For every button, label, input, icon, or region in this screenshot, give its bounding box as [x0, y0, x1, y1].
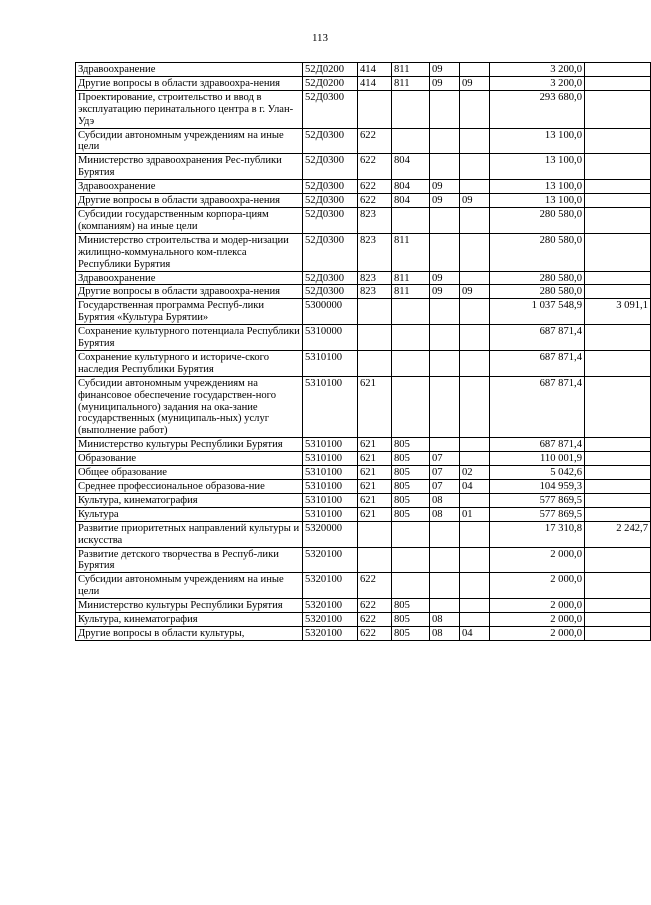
row-name-cell: Министерство культуры Республики Бурятия — [76, 438, 303, 452]
row-name-cell: Государственная программа Респуб-лики Бурятия «Культура Бурятии» — [76, 299, 303, 325]
section-cell — [430, 438, 460, 452]
amount-extra-cell — [585, 466, 651, 480]
page-number: 113 — [311, 32, 329, 44]
amount-extra-cell — [585, 507, 651, 521]
amount-cell: 13 100,0 — [490, 154, 585, 180]
expense-type-cell: 622 — [358, 194, 392, 208]
subsection-cell — [460, 180, 490, 194]
program-code-cell: 52Д0300 — [303, 128, 358, 154]
subsection-cell — [460, 438, 490, 452]
program-code-cell: 5310100 — [303, 438, 358, 452]
expense-type-cell: 622 — [358, 613, 392, 627]
amount-extra-cell — [585, 547, 651, 573]
table-row — [76, 90, 651, 128]
amount-extra-cell — [585, 599, 651, 613]
amount-cell: 17 310,8 — [490, 521, 585, 547]
ministry-code-cell: 805 — [392, 599, 430, 613]
amount-extra-cell — [585, 452, 651, 466]
amount-extra-cell — [585, 128, 651, 154]
ministry-code-cell — [392, 547, 430, 573]
amount-extra-cell — [585, 376, 651, 438]
row-name-cell: Здравоохранение — [76, 63, 303, 77]
amount-cell: 280 580,0 — [490, 285, 585, 299]
ministry-code-cell: 804 — [392, 154, 430, 180]
amount-extra-cell — [585, 90, 651, 128]
section-cell: 09 — [430, 285, 460, 299]
subsection-cell — [460, 63, 490, 77]
section-cell — [430, 207, 460, 233]
subsection-cell: 04 — [460, 626, 490, 640]
ministry-code-cell: 805 — [392, 466, 430, 480]
subsection-cell — [460, 207, 490, 233]
amount-cell: 687 871,4 — [490, 325, 585, 351]
table-row — [76, 154, 651, 180]
section-cell — [430, 233, 460, 271]
table-row — [76, 452, 651, 466]
amount-cell: 13 100,0 — [490, 194, 585, 208]
row-name-cell: Министерство культуры Республики Бурятия — [76, 599, 303, 613]
expense-type-cell: 823 — [358, 207, 392, 233]
table-row — [76, 194, 651, 208]
program-code-cell: 5310100 — [303, 350, 358, 376]
program-code-cell: 52Д0300 — [303, 233, 358, 271]
table-row — [76, 63, 651, 77]
ministry-code-cell: 811 — [392, 63, 430, 77]
expense-type-cell — [358, 90, 392, 128]
section-cell — [430, 521, 460, 547]
amount-cell: 104 959,3 — [490, 480, 585, 494]
section-cell: 09 — [430, 271, 460, 285]
amount-extra-cell — [585, 325, 651, 351]
amount-cell: 2 000,0 — [490, 599, 585, 613]
row-name-cell: Министерство строительства и модер-низации жилищно-коммунального ком-плекса Республики Бурятия — [76, 233, 303, 271]
section-cell — [430, 376, 460, 438]
section-cell — [430, 350, 460, 376]
ministry-code-cell: 811 — [392, 76, 430, 90]
expense-type-cell: 414 — [358, 63, 392, 77]
table-row — [76, 285, 651, 299]
row-name-cell: Другие вопросы в области культуры, — [76, 626, 303, 640]
amount-extra-cell — [585, 180, 651, 194]
amount-cell: 2 000,0 — [490, 626, 585, 640]
amount-extra-cell — [585, 493, 651, 507]
amount-extra-cell — [585, 271, 651, 285]
section-cell: 09 — [430, 63, 460, 77]
amount-cell: 3 200,0 — [490, 63, 585, 77]
ministry-code-cell: 805 — [392, 480, 430, 494]
ministry-code-cell: 805 — [392, 613, 430, 627]
subsection-cell — [460, 350, 490, 376]
row-name-cell: Другие вопросы в области здравоохра-нения — [76, 76, 303, 90]
ministry-code-cell — [392, 573, 430, 599]
amount-cell: 577 869,5 — [490, 493, 585, 507]
row-name-cell: Развитие детского творчества в Респуб-лики Бурятия — [76, 547, 303, 573]
subsection-cell — [460, 493, 490, 507]
table-row — [76, 480, 651, 494]
row-name-cell: Другие вопросы в области здравоохра-нения — [76, 285, 303, 299]
amount-cell: 293 680,0 — [490, 90, 585, 128]
section-cell: 08 — [430, 493, 460, 507]
ministry-code-cell: 811 — [392, 233, 430, 271]
expense-type-cell — [358, 325, 392, 351]
table-row — [76, 521, 651, 547]
section-cell — [430, 154, 460, 180]
expense-type-cell: 414 — [358, 76, 392, 90]
row-name-cell: Сохранение культурного потенциала Республики Бурятия — [76, 325, 303, 351]
subsection-cell — [460, 128, 490, 154]
row-name-cell: Образование — [76, 452, 303, 466]
amount-extra-cell — [585, 285, 651, 299]
amount-extra-cell — [585, 76, 651, 90]
expense-type-cell: 823 — [358, 233, 392, 271]
subsection-cell — [460, 325, 490, 351]
section-cell — [430, 299, 460, 325]
expense-type-cell: 622 — [358, 180, 392, 194]
row-name-cell: Здравоохранение — [76, 271, 303, 285]
ministry-code-cell: 805 — [392, 626, 430, 640]
program-code-cell: 5320100 — [303, 599, 358, 613]
program-code-cell: 52Д0200 — [303, 76, 358, 90]
ministry-code-cell — [392, 325, 430, 351]
subsection-cell: 09 — [460, 194, 490, 208]
ministry-code-cell: 805 — [392, 438, 430, 452]
expense-type-cell: 622 — [358, 573, 392, 599]
table-row — [76, 376, 651, 438]
expense-type-cell — [358, 299, 392, 325]
subsection-cell — [460, 521, 490, 547]
subsection-cell: 02 — [460, 466, 490, 480]
amount-cell: 13 100,0 — [490, 128, 585, 154]
program-code-cell: 5310100 — [303, 507, 358, 521]
subsection-cell — [460, 613, 490, 627]
row-name-cell: Субсидии автономным учреждениям на иные цели — [76, 128, 303, 154]
ministry-code-cell: 804 — [392, 180, 430, 194]
amount-extra-cell — [585, 480, 651, 494]
amount-extra-cell — [585, 194, 651, 208]
amount-extra-cell — [585, 63, 651, 77]
amount-extra-cell: 3 091,1 — [585, 299, 651, 325]
ministry-code-cell — [392, 299, 430, 325]
expense-type-cell — [358, 547, 392, 573]
row-name-cell: Культура — [76, 507, 303, 521]
subsection-cell — [460, 376, 490, 438]
program-code-cell: 52Д0300 — [303, 285, 358, 299]
ministry-code-cell: 805 — [392, 493, 430, 507]
amount-cell: 5 042,6 — [490, 466, 585, 480]
ministry-code-cell — [392, 207, 430, 233]
program-code-cell: 5310100 — [303, 466, 358, 480]
amount-cell: 13 100,0 — [490, 180, 585, 194]
ministry-code-cell — [392, 128, 430, 154]
expense-type-cell — [358, 521, 392, 547]
budget-table-body — [76, 63, 651, 641]
row-name-cell: Среднее профессиональное образова-ние — [76, 480, 303, 494]
expense-type-cell: 622 — [358, 626, 392, 640]
expense-type-cell: 823 — [358, 271, 392, 285]
expense-type-cell: 621 — [358, 480, 392, 494]
subsection-cell — [460, 299, 490, 325]
amount-cell: 110 001,9 — [490, 452, 585, 466]
section-cell: 09 — [430, 194, 460, 208]
program-code-cell: 5320100 — [303, 626, 358, 640]
expense-type-cell: 621 — [358, 376, 392, 438]
section-cell — [430, 128, 460, 154]
subsection-cell — [460, 154, 490, 180]
section-cell: 07 — [430, 480, 460, 494]
amount-cell: 687 871,4 — [490, 350, 585, 376]
table-row — [76, 128, 651, 154]
amount-cell: 577 869,5 — [490, 507, 585, 521]
table-row — [76, 613, 651, 627]
row-name-cell: Проектирование, строительство и ввод в эксплуатацию перинатального центра в г. Улан-Удэ — [76, 90, 303, 128]
row-name-cell: Субсидии государственным корпора-циям (компаниям) на иные цели — [76, 207, 303, 233]
ministry-code-cell: 805 — [392, 452, 430, 466]
section-cell — [430, 325, 460, 351]
amount-cell: 687 871,4 — [490, 438, 585, 452]
amount-extra-cell — [585, 573, 651, 599]
amount-cell: 280 580,0 — [490, 233, 585, 271]
amount-extra-cell — [585, 626, 651, 640]
amount-cell: 2 000,0 — [490, 613, 585, 627]
row-name-cell: Субсидии автономным учреждениям на финансовое обеспечение государствен-ного (муниципального) задания на ока-зание государственных (муниципаль-ных) услуг (выполнение работ) — [76, 376, 303, 438]
row-name-cell: Общее образование — [76, 466, 303, 480]
program-code-cell: 5310100 — [303, 493, 358, 507]
program-code-cell: 52Д0300 — [303, 90, 358, 128]
ministry-code-cell: 811 — [392, 271, 430, 285]
table-row — [76, 547, 651, 573]
ministry-code-cell: 804 — [392, 194, 430, 208]
ministry-code-cell — [392, 350, 430, 376]
subsection-cell: 01 — [460, 507, 490, 521]
program-code-cell: 52Д0300 — [303, 154, 358, 180]
expense-type-cell — [358, 350, 392, 376]
budget-table — [75, 62, 651, 641]
section-cell: 09 — [430, 76, 460, 90]
table-row — [76, 76, 651, 90]
expense-type-cell: 622 — [358, 599, 392, 613]
table-row — [76, 271, 651, 285]
section-cell: 07 — [430, 466, 460, 480]
amount-cell: 3 200,0 — [490, 76, 585, 90]
subsection-cell — [460, 599, 490, 613]
program-code-cell: 5310100 — [303, 480, 358, 494]
amount-extra-cell — [585, 438, 651, 452]
ministry-code-cell — [392, 90, 430, 128]
table-row — [76, 626, 651, 640]
table-row — [76, 299, 651, 325]
amount-cell: 280 580,0 — [490, 271, 585, 285]
program-code-cell: 52Д0200 — [303, 63, 358, 77]
table-row — [76, 233, 651, 271]
section-cell: 08 — [430, 626, 460, 640]
expense-type-cell: 622 — [358, 154, 392, 180]
subsection-cell — [460, 90, 490, 128]
table-row — [76, 350, 651, 376]
amount-cell: 2 000,0 — [490, 547, 585, 573]
program-code-cell: 52Д0300 — [303, 194, 358, 208]
expense-type-cell: 621 — [358, 507, 392, 521]
subsection-cell: 04 — [460, 480, 490, 494]
ministry-code-cell: 811 — [392, 285, 430, 299]
amount-extra-cell — [585, 207, 651, 233]
row-name-cell: Развитие приоритетных направлений культуры и искусства — [76, 521, 303, 547]
amount-extra-cell: 2 242,7 — [585, 521, 651, 547]
program-code-cell: 5310100 — [303, 452, 358, 466]
subsection-cell: 09 — [460, 76, 490, 90]
program-code-cell: 5320000 — [303, 521, 358, 547]
table-row — [76, 507, 651, 521]
subsection-cell: 09 — [460, 285, 490, 299]
program-code-cell: 5320100 — [303, 613, 358, 627]
ministry-code-cell — [392, 376, 430, 438]
row-name-cell: Министерство здравоохранения Рес-публики Бурятия — [76, 154, 303, 180]
amount-extra-cell — [585, 233, 651, 271]
program-code-cell: 52Д0300 — [303, 271, 358, 285]
program-code-cell: 5300000 — [303, 299, 358, 325]
amount-cell: 2 000,0 — [490, 573, 585, 599]
section-cell — [430, 547, 460, 573]
section-cell: 09 — [430, 180, 460, 194]
program-code-cell: 52Д0300 — [303, 207, 358, 233]
section-cell: 07 — [430, 452, 460, 466]
program-code-cell: 5310000 — [303, 325, 358, 351]
expense-type-cell: 622 — [358, 128, 392, 154]
row-name-cell: Культура, кинематография — [76, 613, 303, 627]
amount-cell: 687 871,4 — [490, 376, 585, 438]
table-row — [76, 599, 651, 613]
expense-type-cell: 823 — [358, 285, 392, 299]
subsection-cell — [460, 573, 490, 599]
expense-type-cell: 621 — [358, 493, 392, 507]
program-code-cell: 52Д0300 — [303, 180, 358, 194]
expense-type-cell: 621 — [358, 438, 392, 452]
row-name-cell: Сохранение культурного и историче-ского наследия Республики Бурятия — [76, 350, 303, 376]
amount-extra-cell — [585, 613, 651, 627]
row-name-cell: Здравоохранение — [76, 180, 303, 194]
table-row — [76, 180, 651, 194]
amount-cell: 280 580,0 — [490, 207, 585, 233]
amount-extra-cell — [585, 350, 651, 376]
table-row — [76, 466, 651, 480]
ministry-code-cell: 805 — [392, 507, 430, 521]
program-code-cell: 5310100 — [303, 376, 358, 438]
expense-type-cell: 621 — [358, 452, 392, 466]
row-name-cell: Культура, кинематография — [76, 493, 303, 507]
expense-type-cell: 621 — [358, 466, 392, 480]
subsection-cell — [460, 547, 490, 573]
amount-extra-cell — [585, 154, 651, 180]
section-cell — [430, 90, 460, 128]
row-name-cell: Субсидии автономным учреждениям на иные цели — [76, 573, 303, 599]
table-row — [76, 325, 651, 351]
subsection-cell — [460, 452, 490, 466]
table-row — [76, 207, 651, 233]
amount-cell: 1 037 548,9 — [490, 299, 585, 325]
ministry-code-cell — [392, 521, 430, 547]
subsection-cell — [460, 233, 490, 271]
section-cell — [430, 573, 460, 599]
row-name-cell: Другие вопросы в области здравоохра-нения — [76, 194, 303, 208]
section-cell — [430, 599, 460, 613]
subsection-cell — [460, 271, 490, 285]
table-row — [76, 573, 651, 599]
section-cell: 08 — [430, 507, 460, 521]
section-cell: 08 — [430, 613, 460, 627]
program-code-cell: 5320100 — [303, 573, 358, 599]
program-code-cell: 5320100 — [303, 547, 358, 573]
table-row — [76, 438, 651, 452]
table-row — [76, 493, 651, 507]
